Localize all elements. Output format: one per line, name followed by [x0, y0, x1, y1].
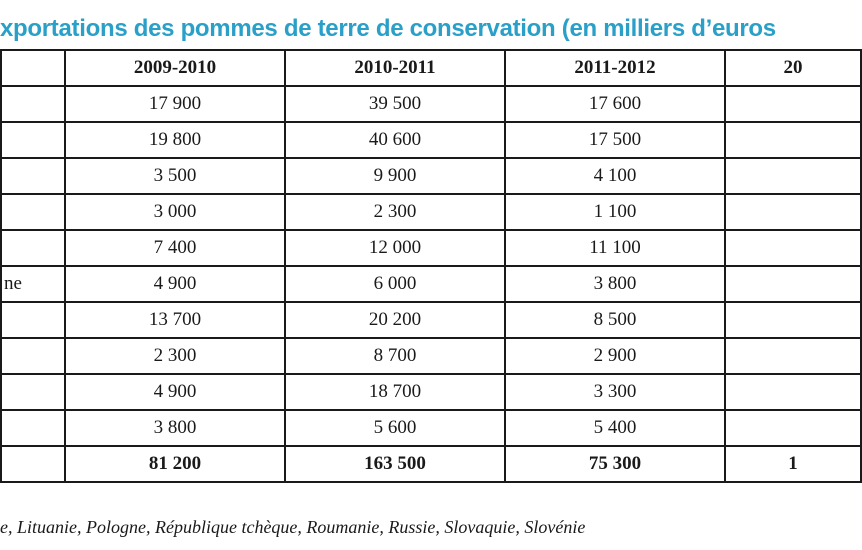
cell-value: 8 700 — [285, 338, 505, 374]
header-cell-2011-2012: 2011-2012 — [505, 50, 725, 86]
cell-value: 3 800 — [505, 266, 725, 302]
footnote: e, Lituanie, Pologne, République tchèque, Roumanie, Russie, Slovaquie, Slovénie — [0, 517, 586, 537]
cell-value: 2 300 — [65, 338, 285, 374]
total-value: 1 — [725, 446, 861, 482]
table-row — [1, 410, 861, 446]
cell-value: 11 100 — [505, 230, 725, 266]
total-value: 75 300 — [505, 446, 725, 482]
cell-value: 9 900 — [285, 158, 505, 194]
cell-value: 40 600 — [285, 122, 505, 158]
cell-value: 6 000 — [285, 266, 505, 302]
row-label — [1, 122, 65, 158]
exports-table — [0, 49, 862, 483]
total-value: 81 200 — [65, 446, 285, 482]
cell-value — [725, 86, 861, 122]
cell-value: 17 500 — [505, 122, 725, 158]
row-label: ne — [1, 266, 65, 302]
header-row — [1, 50, 861, 86]
cell-value — [725, 302, 861, 338]
cell-value — [725, 374, 861, 410]
cell-value: 5 400 — [505, 410, 725, 446]
cell-value — [725, 194, 861, 230]
table-row — [1, 86, 861, 122]
cell-value: 3 300 — [505, 374, 725, 410]
cell-value: 39 500 — [285, 86, 505, 122]
total-row — [1, 446, 861, 482]
row-label — [1, 410, 65, 446]
header-cell-2010-2011: 2010-2011 — [285, 50, 505, 86]
cell-value: 19 800 — [65, 122, 285, 158]
cell-value — [725, 230, 861, 266]
cell-value: 2 300 — [285, 194, 505, 230]
cell-value: 4 900 — [65, 374, 285, 410]
table-row — [1, 158, 861, 194]
row-label — [1, 86, 65, 122]
table-row — [1, 194, 861, 230]
cell-value: 18 700 — [285, 374, 505, 410]
cell-value: 4 100 — [505, 158, 725, 194]
header-cell-label — [1, 50, 65, 86]
cell-value — [725, 410, 861, 446]
cell-value — [725, 338, 861, 374]
header-cell-2009-2010: 2009-2010 — [65, 50, 285, 86]
cell-value: 3 500 — [65, 158, 285, 194]
cell-value: 17 900 — [65, 86, 285, 122]
cell-value — [725, 122, 861, 158]
row-label — [1, 158, 65, 194]
cell-value — [725, 266, 861, 302]
table-row — [1, 338, 861, 374]
cell-value: 12 000 — [285, 230, 505, 266]
cell-value: 13 700 — [65, 302, 285, 338]
table-row — [1, 374, 861, 410]
table-title: xportations des pommes de terre de conservation (en milliers d’euros — [0, 15, 776, 42]
table-row — [1, 230, 861, 266]
cell-value: 3 800 — [65, 410, 285, 446]
row-label — [1, 374, 65, 410]
row-label — [1, 338, 65, 374]
row-label — [1, 194, 65, 230]
cell-value: 3 000 — [65, 194, 285, 230]
cell-value: 20 200 — [285, 302, 505, 338]
exports-table-container — [0, 49, 803, 510]
total-label — [1, 446, 65, 482]
header-cell-next-season: 20 — [725, 50, 861, 86]
row-label — [1, 230, 65, 266]
row-label — [1, 302, 65, 338]
cell-value: 4 900 — [65, 266, 285, 302]
cell-value: 17 600 — [505, 86, 725, 122]
cell-value: 2 900 — [505, 338, 725, 374]
cell-value: 8 500 — [505, 302, 725, 338]
table-row — [1, 266, 861, 302]
cell-value — [725, 158, 861, 194]
total-value: 163 500 — [285, 446, 505, 482]
cell-value: 1 100 — [505, 194, 725, 230]
cell-value: 5 600 — [285, 410, 505, 446]
table-row — [1, 302, 861, 338]
table-row — [1, 122, 861, 158]
cell-value: 7 400 — [65, 230, 285, 266]
